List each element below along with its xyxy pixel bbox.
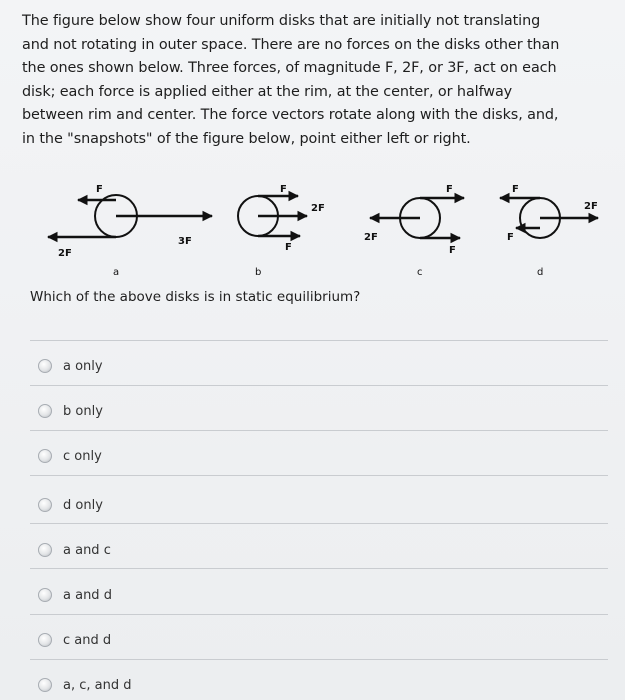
option-label: c only (63, 448, 102, 464)
option-label: b only (63, 403, 103, 419)
radio-button[interactable] (38, 678, 52, 692)
radio-button[interactable] (38, 404, 52, 418)
divider (30, 385, 608, 386)
question-line: disk; each force is applied either at the rim, at the center, or halfway (22, 83, 513, 100)
radio-button[interactable] (38, 498, 52, 512)
option-d-only[interactable] (38, 495, 103, 515)
option-c-and-d[interactable] (38, 630, 111, 650)
divider (30, 340, 608, 341)
disk-d (500, 184, 598, 278)
disk-d-label: d (537, 267, 544, 278)
disk-a-force-label: F (96, 184, 103, 195)
disk-b-label: b (255, 267, 262, 278)
question-line: in the "snapshots" of the figure below, point either left or right. (22, 130, 471, 147)
disk-c-force-label: F (449, 245, 456, 256)
disk-b-force-label: F (280, 184, 287, 195)
disk-c-force-label: F (446, 184, 453, 195)
radio-button[interactable] (38, 588, 52, 602)
disks-diagram (0, 178, 625, 283)
question-line: between rim and center. The force vectors rotate along with the disks, and, (22, 107, 559, 123)
radio-button[interactable] (38, 359, 52, 373)
disks-figure (0, 178, 625, 283)
question-text (22, 10, 612, 151)
option-label: a and d (63, 587, 112, 603)
option-label: d only (63, 497, 103, 513)
divider (30, 568, 608, 569)
option-c-only[interactable] (38, 446, 102, 466)
option-label: a, c, and d (63, 677, 132, 693)
option-a-and-c[interactable] (38, 540, 111, 560)
radio-button[interactable] (38, 633, 52, 647)
option-label: a and c (63, 542, 111, 558)
disk-d-force-label: 2F (584, 201, 598, 212)
question-line: the ones shown below. Three forces, of magnitude F, 2F, or 3F, act on each (22, 60, 557, 76)
option-a-c-and-d[interactable] (38, 675, 132, 695)
option-a-and-d[interactable] (38, 585, 112, 605)
disk-b-force-label: 2F (311, 203, 325, 214)
radio-button[interactable] (38, 449, 52, 463)
disk-d-force-label: F (512, 184, 519, 195)
option-a-only[interactable] (38, 356, 103, 376)
option-b-only[interactable] (38, 401, 103, 421)
divider (30, 659, 608, 660)
disk-a-force-label: 2F (58, 248, 72, 259)
disk-d-force-label: F (507, 232, 514, 243)
disk-a-label: a (113, 267, 120, 278)
divider (30, 430, 608, 431)
divider (30, 475, 608, 476)
question-line: and not rotating in outer space. There are no forces on the disks other than (22, 36, 560, 53)
disk-a-force-label: 3F (178, 236, 192, 247)
divider (30, 614, 608, 615)
disk-c-force-label: 2F (364, 232, 378, 243)
option-label: a only (63, 358, 103, 374)
disk-b-force-label: F (285, 242, 292, 253)
option-label: c and d (63, 632, 112, 648)
divider (30, 523, 608, 524)
radio-button[interactable] (38, 543, 52, 557)
question-line: The figure below show four uniform disks that are initially not translating (22, 13, 541, 29)
disk-a (48, 184, 212, 278)
disk-c-label: c (417, 267, 423, 278)
disk-c (364, 184, 464, 278)
question-prompt: Which of the above disks is in static equilibrium? (30, 289, 361, 305)
disk-b (238, 184, 325, 278)
